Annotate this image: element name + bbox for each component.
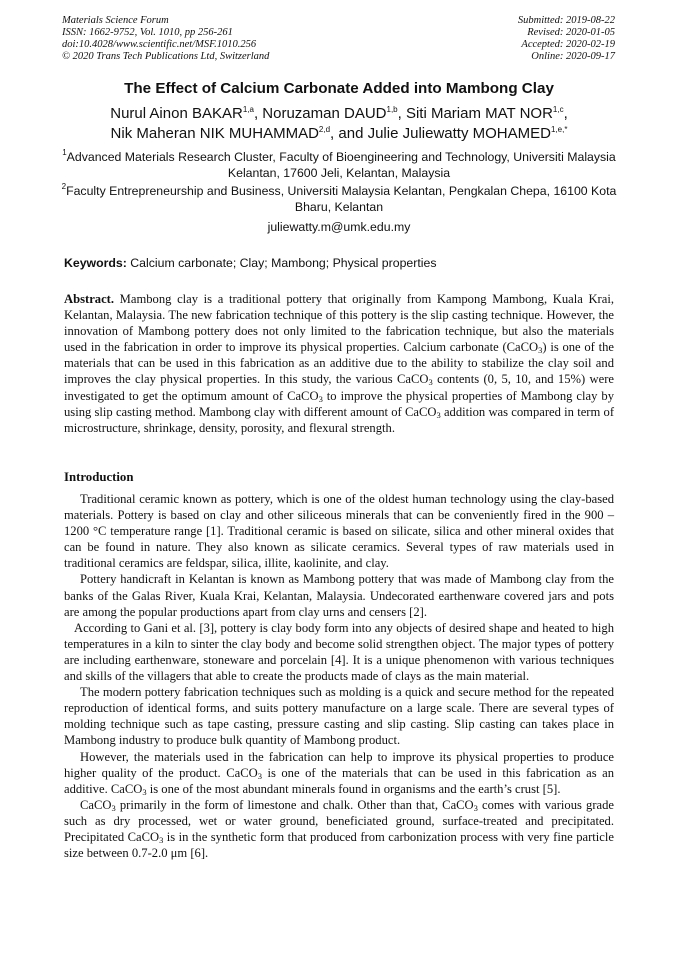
date-revised: Revised: 2020-01-05 <box>527 27 615 38</box>
author-separator: , <box>253 105 263 122</box>
paragraph-text: CaCO <box>80 797 112 812</box>
section-heading-introduction: Introduction <box>64 470 134 484</box>
abstract <box>64 291 614 436</box>
affiliation-text: Advanced Materials Research Cluster, Faculty of Bioengineering and Technology, Universiti Malaysia Kelantan, 17600 Jeli, Kelantan, Malaysia <box>66 150 616 180</box>
subscript: 3 <box>142 786 147 797</box>
abstract-text: contents (0, 5, 10, and 15%) were investigated to get the optimum amount of CaCO <box>64 372 614 403</box>
journal-issn: ISSN: 1662-9752, Vol. 1010, pp 256-261 <box>62 27 233 38</box>
paragraph: According to Gani et al. [3], pottery is clay body form into any objects of desired shape and heated to high temperatures in a kiln to sinter the clay body and become solid strengthen object. The major types of pottery are including earthenware, stoneware and porcelain [4]. It is a unique phenomenon with various techniques and skills of the villagers that able to create the products made of clays as the main material. <box>64 620 614 684</box>
author-affil-mark: 2,d <box>318 125 331 134</box>
author-name: Noruzaman DAUD <box>262 105 387 122</box>
journal-doi: doi:10.4028/www.scientific.net/MSF.1010.256 <box>62 39 257 50</box>
abstract-text: Mambong clay is a traditional pottery that originally from Kampong Mambong, Kuala Krai, Kelantan, Malaysia. The new fabrication technique of this pottery is the slip casting technique. However, the innovation of Mambong pottery does not only limited to the fabrication technique, but also the materials used in the fabrication in order to improve its physical properties. Calcium carbonate (CaCO <box>64 292 614 355</box>
keywords <box>64 256 437 270</box>
affiliation-text: Faculty Entrepreneurship and Business, Universiti Malaysia Kelantan, Pengkalan Chepa, 16100 Kota Bharu, Kelantan <box>66 184 617 214</box>
date-accepted: Accepted: 2020-02-19 <box>521 39 615 50</box>
affiliation-number: 1 <box>62 148 67 157</box>
subscript: 3 <box>111 802 116 813</box>
paragraph-text: is in the synthetic form that produced from carbonization process with very fine particle size between 0.7-2.0 μm [6]. <box>64 829 614 861</box>
author-separator: , <box>563 105 568 122</box>
author-affil-mark: 1,b <box>386 105 398 114</box>
paragraph <box>64 749 614 797</box>
paragraph-text: primarily in the form of limestone and chalk. Other than that, CaCO <box>115 797 474 812</box>
author-separator: , <box>397 105 406 122</box>
paragraph-text: is one of the most abundant minerals found in organisms and the earth’s crust [5]. <box>146 781 561 796</box>
corresponding-email[interactable]: juliewatty.m@umk.edu.my <box>267 220 411 234</box>
affiliation-1 <box>60 149 618 181</box>
subscript: 3 <box>428 377 433 388</box>
paragraph <box>64 797 614 861</box>
abstract-text: ) is one of the materials that can be used in this fabrication as an additive due to the ability to stabilize the clay soil and improves the clay physical properties. In this study, the various CaCO <box>64 340 614 387</box>
date-online: Online: 2020-09-17 <box>531 51 615 62</box>
journal-copyright: © 2020 Trans Tech Publications Ltd, Switzerland <box>62 51 270 62</box>
author-name: Nik Maheran NIK MUHAMMAD <box>110 125 319 142</box>
abstract-text: to improve the physical properties of Mambong clay by using slip casting method. Mambong clay with different amount of CaCO <box>64 388 614 419</box>
subscript: 3 <box>318 393 323 404</box>
author-affil-mark: 1,a <box>242 105 254 114</box>
author-name: Siti Mariam MAT NOR <box>405 105 553 122</box>
author-affil-mark: 1,e,* <box>550 125 568 134</box>
paper-title: The Effect of Calcium Carbonate Added into Mambong Clay <box>124 80 554 97</box>
abstract-text: addition was compared in term of microstructure, shrinkage, density, porosity, and flexural strength. <box>64 404 615 435</box>
paragraph-text: comes with various grade such as dry processed, wet or water ground, beneficiated ground, surface-treated and precipitated. Precipitated CaCO <box>64 797 614 844</box>
subscript: 3 <box>159 834 164 845</box>
subscript: 3 <box>473 802 478 813</box>
journal-name: Materials Science Forum <box>62 15 169 26</box>
journal-info <box>62 15 269 63</box>
publication-dates <box>518 15 615 63</box>
keywords-text: Calcium carbonate; Clay; Mambong; Physical properties <box>130 256 437 270</box>
affiliation-number: 2 <box>61 182 67 191</box>
author-separator: , and <box>330 125 368 142</box>
paragraph: The modern pottery fabrication techniques such as molding is a quick and secure method for the repeated reproduction of identical forms, and suits pottery manufacture on a large scale. There are several types of molding technique such as tape casting, pressure casting and slip casting. Slip casting can takes place in Mambong industry to produce bulk quantity of Mambong product. <box>64 685 614 748</box>
affiliation-2 <box>60 183 618 215</box>
subscript: 3 <box>257 770 262 781</box>
keywords-label: Keywords: <box>64 256 127 270</box>
paragraph: Pottery handicraft in Kelantan is known as Mambong pottery that was made of Mambong clay from the banks of the Galas River, Kuala Krai, Kelantan, Malaysia. Undecorated earthenware covered jars and pots are among the popular productions apart from clay urns and censers [2]. <box>64 572 614 619</box>
paragraph-text: However, the materials used in the fabrication can help to improve its physical properties to produce higher quality of the product. CaCO <box>64 749 614 780</box>
author-affil-mark: 1,c <box>552 105 564 114</box>
author-list <box>40 104 638 144</box>
paragraph-text: is one of the materials that can be used in this fabrication as an additive. CaCO <box>64 765 614 796</box>
author-name: Nurul Ainon BAKAR <box>110 105 243 122</box>
paragraph: Traditional ceramic known as pottery, which is one of the oldest human technology using the clay-based materials. Pottery is based on clay and other siliceous minerals that can be conveniently fired in the 900 – 1200 °C temperature range [1]. Traditional ceramic is based on silicate, silica and other mineral oxides that can be found in nature. They also known as silicate ceramics. Several types of raw materials used in traditional ceramics are feldspar, silica, illite, kaolinite, and clay. <box>64 492 614 571</box>
subscript: 3 <box>436 409 441 420</box>
abstract-label: Abstract. <box>64 292 115 306</box>
introduction-body <box>64 491 614 861</box>
author-name: Julie Juliewatty MOHAMED <box>367 125 551 142</box>
subscript: 3 <box>538 345 543 356</box>
date-submitted: Submitted: 2019-08-22 <box>517 15 615 26</box>
